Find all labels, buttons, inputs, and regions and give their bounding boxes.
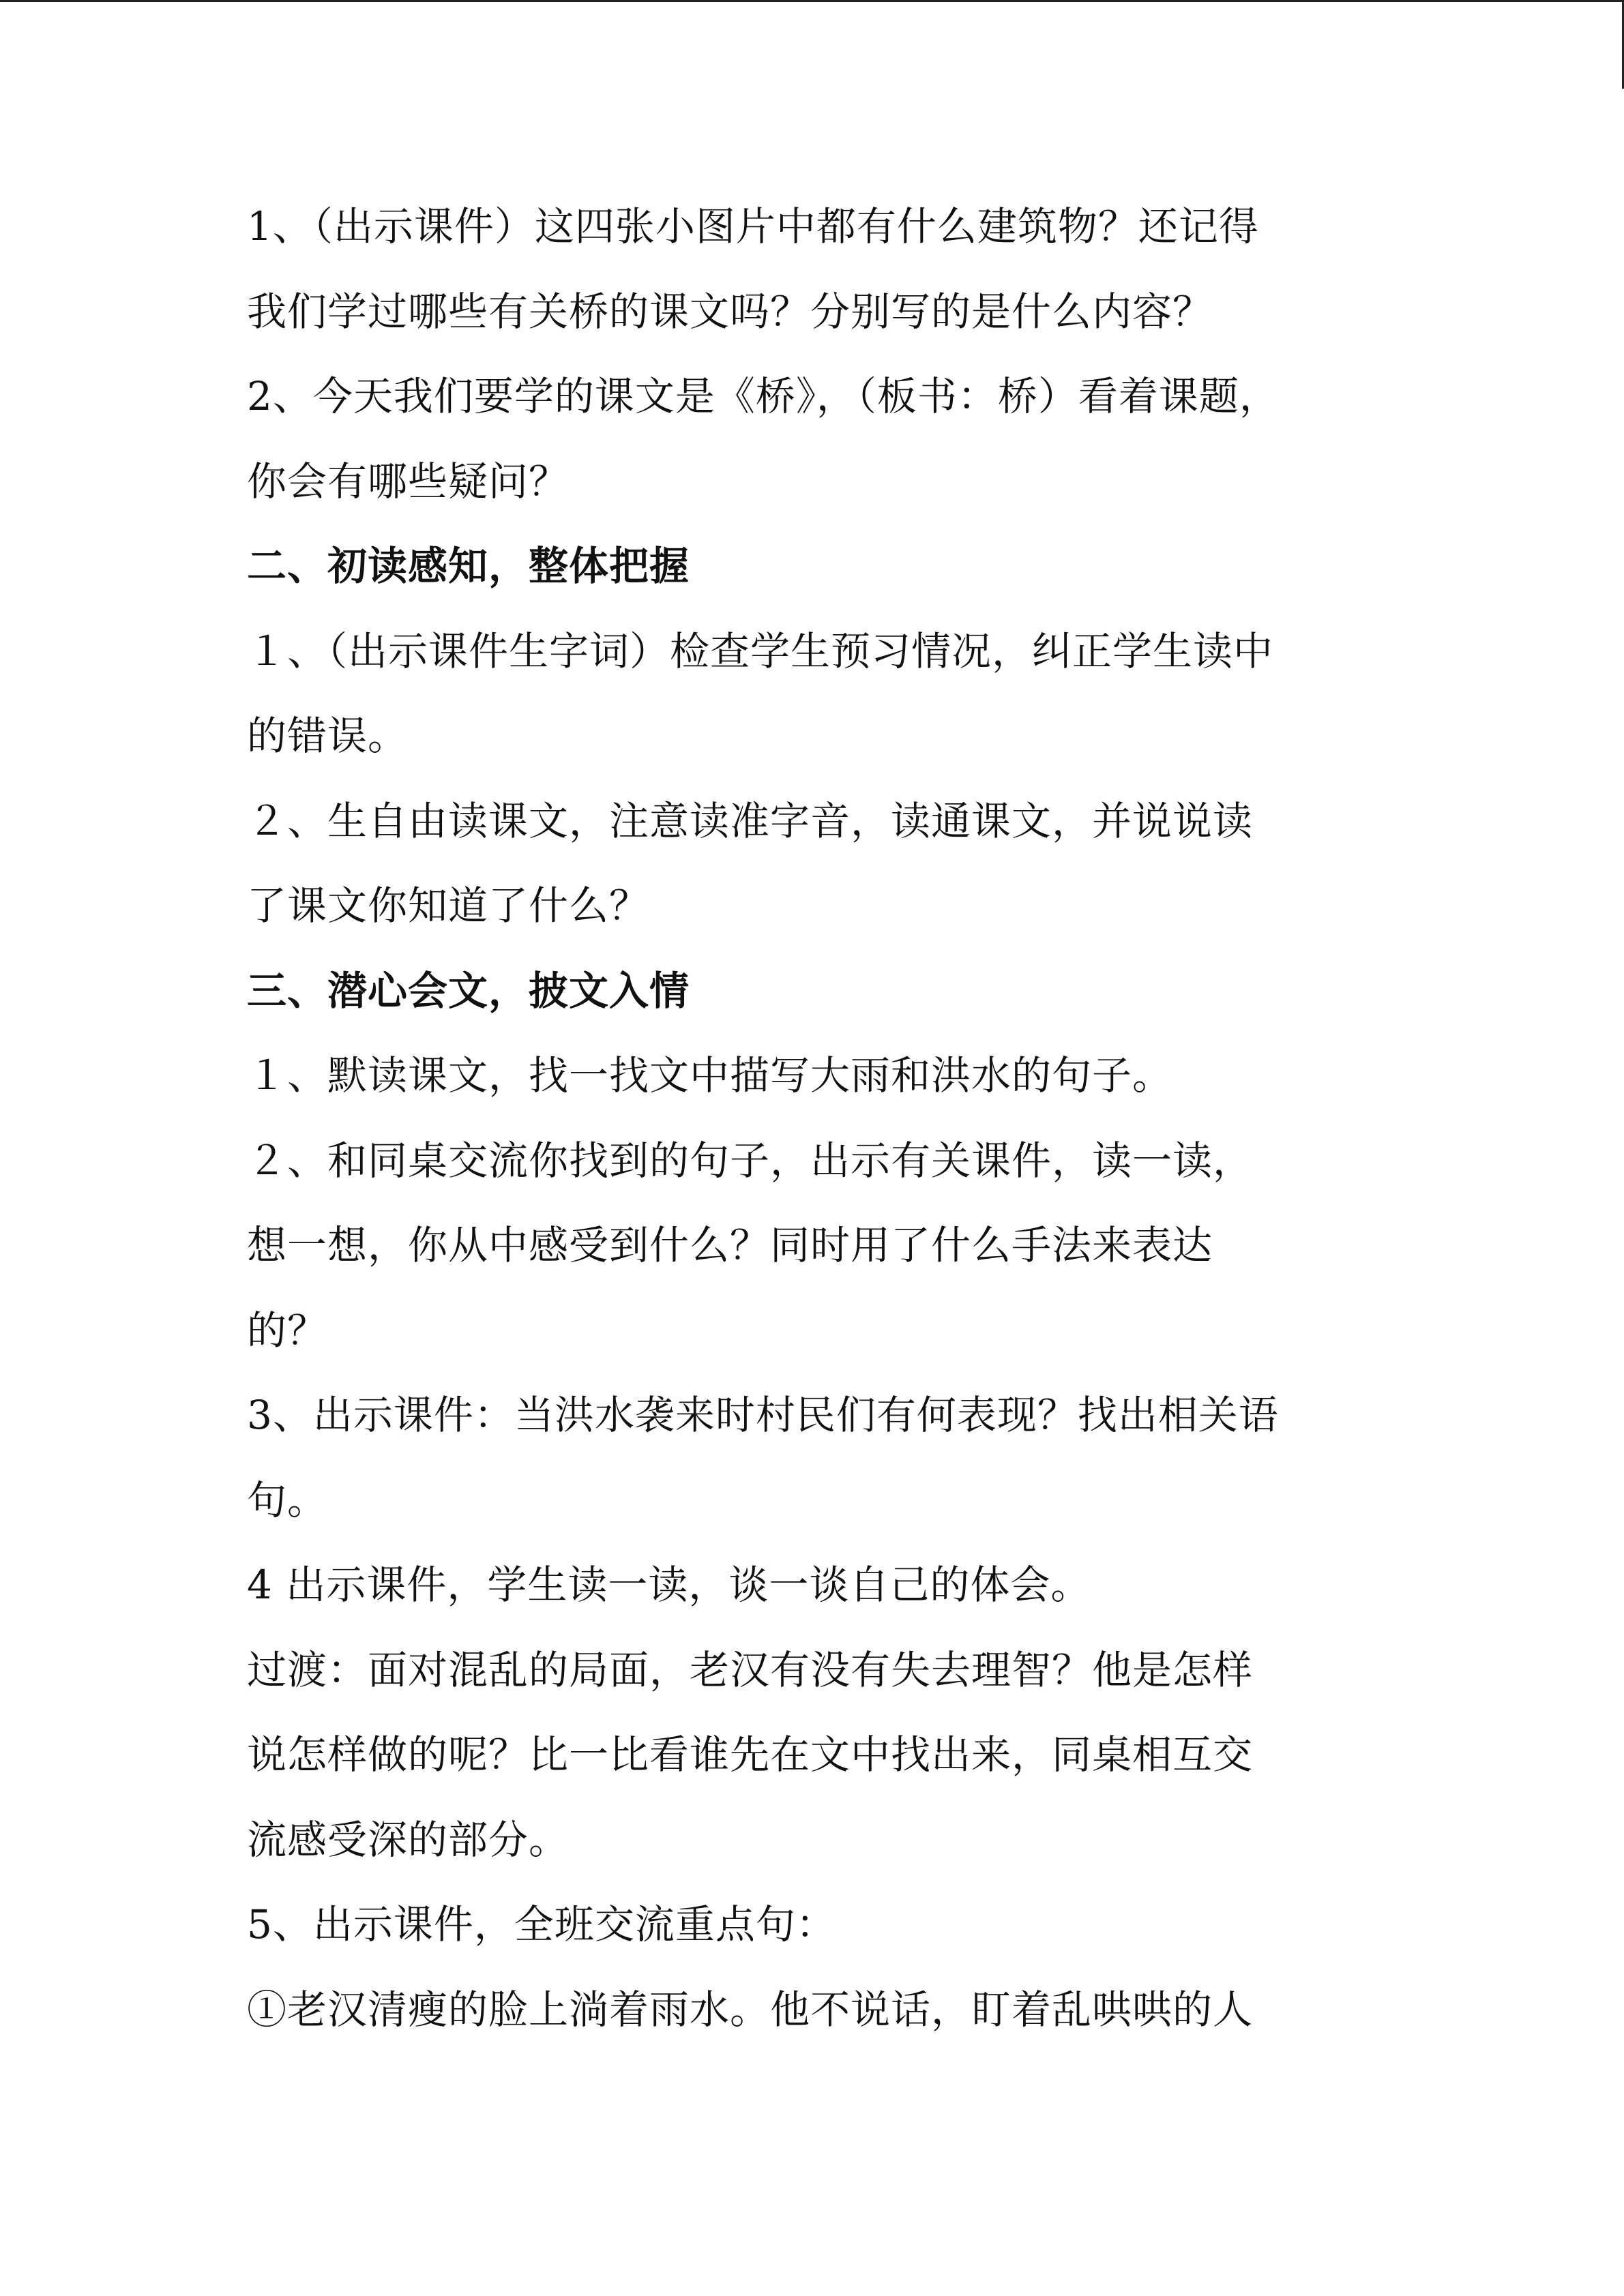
text-line: 想一想，你从中感受到什么？同时用了什么手法来表达 [247,1222,1213,1268]
text-line: 句。 [247,1476,328,1523]
text-line: 过渡：面对混乱的局面，老汉有没有失去理智？他是怎样 [247,1646,1254,1693]
text-line: １、默读课文，找一找文中描写大雨和洪水的句子。 [247,1052,1173,1099]
text-line: 的？ [247,1307,328,1354]
text-line: １、（出示课件生字词）检查学生预习情况，纠正学生读中 [247,627,1274,674]
section-heading: 二、初读感知，整体把握 [247,543,690,589]
section-heading: 三、潜心会文，披文入情 [247,967,690,1014]
text-line: ２、和同桌交流你找到的句子，出示有关课件，读一读， [247,1137,1254,1184]
text-line: 你会有哪些疑问？ [247,458,570,505]
text-line: 我们学过哪些有关桥的课文吗？分别写的是什么内容？ [247,288,1213,335]
text-line: 4 出示课件，学生读一读，谈一谈自己的体会。 [247,1562,1091,1608]
text-line: 2、今天我们要学的课文是《桥》，（板书：桥）看着课题， [247,373,1280,419]
document-body [247,184,1372,2052]
text-line: ２、生自由读课文，注意读准字音，读通课文，并说说读 [247,797,1254,844]
text-line: 了课文你知道了什么？ [247,882,650,929]
text-line: 说怎样做的呢？比一比看谁先在文中找出来，同桌相互交 [247,1731,1254,1778]
text-line: 1、（出示课件）这四张小图片中都有什么建筑物？还记得 [247,203,1259,250]
text-line: ①老汉清瘦的脸上淌着雨水。他不说话，盯着乱哄哄的人 [247,1986,1254,2033]
text-line: 的错误。 [247,713,409,759]
text-line: 流感受深的部分。 [247,1816,570,1863]
text-line: 3、出示课件：当洪水袭来时村民们有何表现？找出相关语 [247,1392,1279,1438]
page-top-border [0,0,1624,2]
text-line: 5、出示课件，全班交流重点句： [247,1901,836,1948]
